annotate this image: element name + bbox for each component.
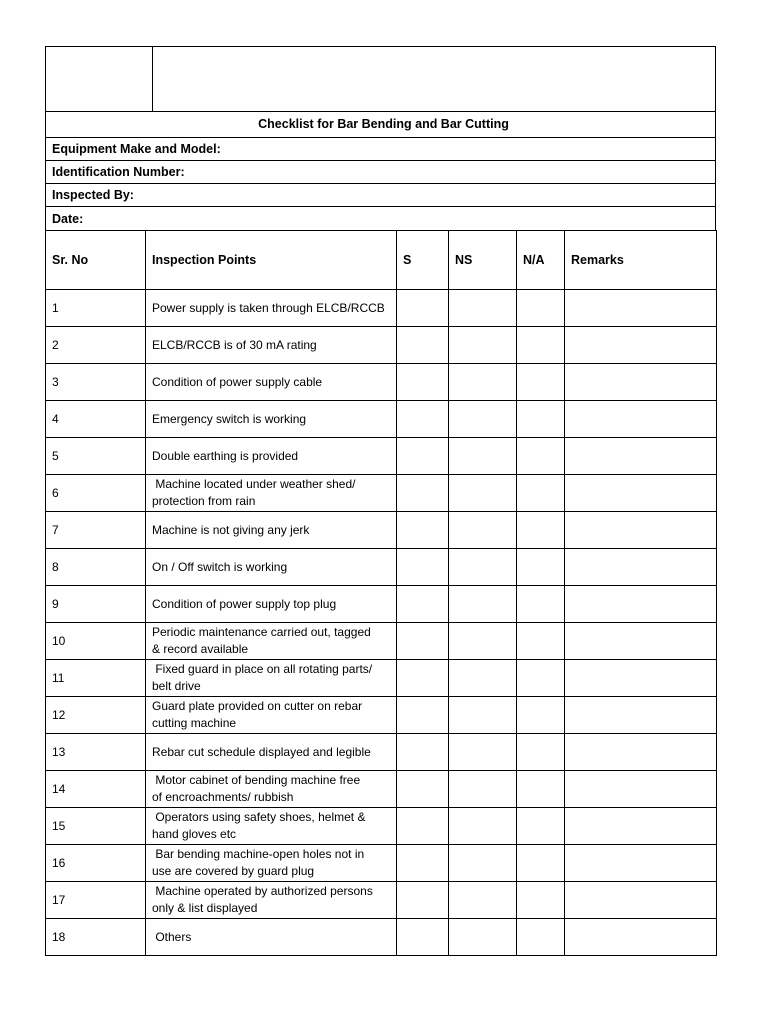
row-na-checkbox-cell[interactable] (517, 771, 565, 808)
row-inspection-point: Condition of power supply top plug (146, 586, 397, 623)
row-inspection-point: Guard plate provided on cutter on rebar cutting machine (146, 697, 397, 734)
row-remarks-cell[interactable] (565, 364, 717, 401)
row-inspection-point: Condition of power supply cable (146, 364, 397, 401)
header-inspection-points: Inspection Points (146, 231, 397, 290)
row-s-checkbox-cell[interactable] (397, 475, 449, 512)
row-inspection-point: Power supply is taken through ELCB/RCCB (146, 290, 397, 327)
table-row (46, 660, 717, 697)
row-ns-checkbox-cell[interactable] (449, 697, 517, 734)
row-na-checkbox-cell[interactable] (517, 660, 565, 697)
row-ns-checkbox-cell[interactable] (449, 290, 517, 327)
table-row (46, 586, 717, 623)
table-row (46, 401, 717, 438)
table-row (46, 290, 717, 327)
table-row (46, 734, 717, 771)
row-remarks-cell[interactable] (565, 919, 717, 956)
row-sr-no: 3 (46, 364, 146, 401)
header-remarks: Remarks (565, 231, 717, 290)
row-inspection-point: Bar bending machine-open holes not in use are covered by guard plug (146, 845, 397, 882)
row-sr-no: 13 (46, 734, 146, 771)
row-sr-no: 18 (46, 919, 146, 956)
row-na-checkbox-cell[interactable] (517, 734, 565, 771)
row-sr-no: 11 (46, 660, 146, 697)
row-s-checkbox-cell[interactable] (397, 623, 449, 660)
row-inspection-point: Machine operated by authorized persons only & list displayed (146, 882, 397, 919)
row-na-checkbox-cell[interactable] (517, 290, 565, 327)
row-na-checkbox-cell[interactable] (517, 919, 565, 956)
table-row (46, 845, 717, 882)
row-remarks-cell[interactable] (565, 512, 717, 549)
row-s-checkbox-cell[interactable] (397, 512, 449, 549)
row-s-checkbox-cell[interactable] (397, 549, 449, 586)
row-sr-no: 4 (46, 401, 146, 438)
row-na-checkbox-cell[interactable] (517, 512, 565, 549)
table-row (46, 438, 717, 475)
row-s-checkbox-cell[interactable] (397, 882, 449, 919)
row-sr-no: 8 (46, 549, 146, 586)
row-remarks-cell[interactable] (565, 623, 717, 660)
row-remarks-cell[interactable] (565, 845, 717, 882)
row-s-checkbox-cell[interactable] (397, 734, 449, 771)
row-na-checkbox-cell[interactable] (517, 475, 565, 512)
row-remarks-cell[interactable] (565, 290, 717, 327)
row-s-checkbox-cell[interactable] (397, 808, 449, 845)
row-s-checkbox-cell[interactable] (397, 290, 449, 327)
row-remarks-cell[interactable] (565, 327, 717, 364)
header-sr-no: Sr. No (46, 231, 146, 290)
row-na-checkbox-cell[interactable] (517, 401, 565, 438)
table-row (46, 771, 717, 808)
table-row (46, 919, 717, 956)
row-na-checkbox-cell[interactable] (517, 882, 565, 919)
row-inspection-point: Operators using safety shoes, helmet & hand gloves etc (146, 808, 397, 845)
row-ns-checkbox-cell[interactable] (449, 623, 517, 660)
row-remarks-cell[interactable] (565, 771, 717, 808)
row-remarks-cell[interactable] (565, 808, 717, 845)
row-s-checkbox-cell[interactable] (397, 438, 449, 475)
table-row (46, 623, 717, 660)
row-sr-no: 10 (46, 623, 146, 660)
row-sr-no: 15 (46, 808, 146, 845)
row-sr-no: 16 (46, 845, 146, 882)
header-s: S (397, 231, 449, 290)
table-row (46, 882, 717, 919)
table-header-row (46, 231, 717, 290)
logo-cell (46, 47, 153, 111)
row-s-checkbox-cell[interactable] (397, 364, 449, 401)
inspected-by-field[interactable]: Inspected By: (45, 184, 716, 207)
row-inspection-point: Motor cabinet of bending machine free of encroachments/ rubbish (146, 771, 397, 808)
header-logo-row (45, 46, 716, 112)
row-inspection-point: On / Off switch is working (146, 549, 397, 586)
row-s-checkbox-cell[interactable] (397, 771, 449, 808)
row-remarks-cell[interactable] (565, 438, 717, 475)
table-row (46, 364, 717, 401)
row-ns-checkbox-cell[interactable] (449, 327, 517, 364)
row-inspection-point: Periodic maintenance carried out, tagged & record available (146, 623, 397, 660)
row-inspection-point: Fixed guard in place on all rotating parts/ belt drive (146, 660, 397, 697)
row-sr-no: 6 (46, 475, 146, 512)
row-sr-no: 9 (46, 586, 146, 623)
row-na-checkbox-cell[interactable] (517, 327, 565, 364)
row-ns-checkbox-cell[interactable] (449, 475, 517, 512)
row-inspection-point: Double earthing is provided (146, 438, 397, 475)
row-remarks-cell[interactable] (565, 475, 717, 512)
row-sr-no: 1 (46, 290, 146, 327)
row-remarks-cell[interactable] (565, 734, 717, 771)
header-na: N/A (517, 231, 565, 290)
row-ns-checkbox-cell[interactable] (449, 882, 517, 919)
row-sr-no: 14 (46, 771, 146, 808)
row-remarks-cell[interactable] (565, 882, 717, 919)
row-ns-checkbox-cell[interactable] (449, 919, 517, 956)
row-s-checkbox-cell[interactable] (397, 401, 449, 438)
row-na-checkbox-cell[interactable] (517, 697, 565, 734)
row-na-checkbox-cell[interactable] (517, 623, 565, 660)
header-ns: NS (449, 231, 517, 290)
row-s-checkbox-cell[interactable] (397, 586, 449, 623)
equipment-make-model-field[interactable]: Equipment Make and Model: (45, 138, 716, 161)
row-sr-no: 2 (46, 327, 146, 364)
row-ns-checkbox-cell[interactable] (449, 549, 517, 586)
row-s-checkbox-cell[interactable] (397, 919, 449, 956)
row-ns-checkbox-cell[interactable] (449, 512, 517, 549)
table-row (46, 697, 717, 734)
row-ns-checkbox-cell[interactable] (449, 734, 517, 771)
row-inspection-point: ELCB/RCCB is of 30 mA rating (146, 327, 397, 364)
row-s-checkbox-cell[interactable] (397, 845, 449, 882)
row-na-checkbox-cell[interactable] (517, 586, 565, 623)
row-inspection-point: Machine is not giving any jerk (146, 512, 397, 549)
table-row (46, 512, 717, 549)
row-ns-checkbox-cell[interactable] (449, 586, 517, 623)
row-ns-checkbox-cell[interactable] (449, 401, 517, 438)
row-inspection-point: Machine located under weather shed/ protection from rain (146, 475, 397, 512)
row-sr-no: 12 (46, 697, 146, 734)
row-ns-checkbox-cell[interactable] (449, 845, 517, 882)
row-ns-checkbox-cell[interactable] (449, 771, 517, 808)
row-na-checkbox-cell[interactable] (517, 364, 565, 401)
identification-number-field[interactable]: Identification Number: (45, 161, 716, 184)
row-sr-no: 17 (46, 882, 146, 919)
row-inspection-point: Emergency switch is working (146, 401, 397, 438)
row-ns-checkbox-cell[interactable] (449, 438, 517, 475)
row-remarks-cell[interactable] (565, 660, 717, 697)
row-inspection-point: Others (146, 919, 397, 956)
row-na-checkbox-cell[interactable] (517, 808, 565, 845)
row-s-checkbox-cell[interactable] (397, 327, 449, 364)
table-row (46, 327, 717, 364)
row-ns-checkbox-cell[interactable] (449, 808, 517, 845)
row-remarks-cell[interactable] (565, 697, 717, 734)
row-remarks-cell[interactable] (565, 586, 717, 623)
row-sr-no: 7 (46, 512, 146, 549)
inspection-table (45, 230, 717, 956)
row-remarks-cell[interactable] (565, 549, 717, 586)
date-field[interactable]: Date: (45, 207, 716, 231)
checklist-title: Checklist for Bar Bending and Bar Cutting (45, 111, 716, 138)
row-s-checkbox-cell[interactable] (397, 697, 449, 734)
table-row (46, 808, 717, 845)
row-na-checkbox-cell[interactable] (517, 845, 565, 882)
row-s-checkbox-cell[interactable] (397, 660, 449, 697)
row-remarks-cell[interactable] (565, 401, 717, 438)
table-row (46, 475, 717, 512)
row-ns-checkbox-cell[interactable] (449, 660, 517, 697)
row-na-checkbox-cell[interactable] (517, 549, 565, 586)
row-inspection-point: Rebar cut schedule displayed and legible (146, 734, 397, 771)
row-na-checkbox-cell[interactable] (517, 438, 565, 475)
row-sr-no: 5 (46, 438, 146, 475)
row-ns-checkbox-cell[interactable] (449, 364, 517, 401)
table-row (46, 549, 717, 586)
